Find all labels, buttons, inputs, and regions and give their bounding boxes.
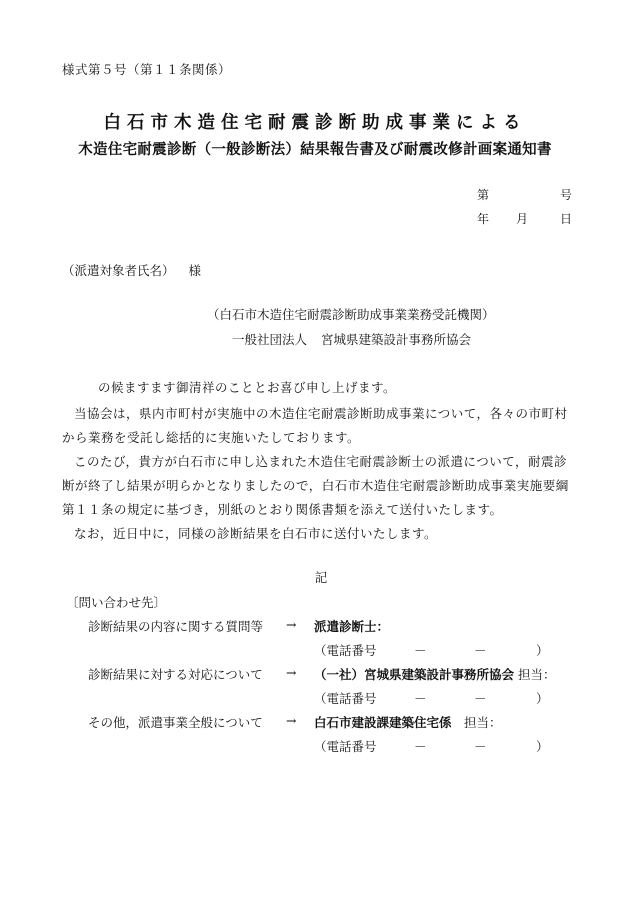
- contact-row-3-name: 白石市建設課建築住宅係: [314, 715, 452, 730]
- sender-organization: （白石市木造住宅耐震診断助成事業業務受託機関）: [207, 307, 495, 322]
- tel-dash: －: [474, 643, 487, 658]
- sender-corp-type: 一般社団法人: [232, 332, 308, 347]
- contact-row-2-value: [314, 665, 556, 683]
- arrow-icon: →: [286, 617, 297, 632]
- document-title-line1: 白石市木造住宅耐震診断助成事業による: [103, 113, 527, 133]
- sender-name: 宮城県建築設計事務所協会: [321, 332, 472, 347]
- date-month: 月: [516, 212, 529, 226]
- date-day: 日: [560, 212, 573, 226]
- contact-row-1-tel: [314, 641, 554, 659]
- doc-number-suffix: 号: [560, 188, 573, 202]
- date-year: 年: [477, 212, 490, 226]
- contact-row-1-value: [314, 617, 389, 635]
- tel-label: （電話番号: [314, 691, 377, 706]
- body-paragraph-3-line1: このたび，貴方が白石市に申し込まれた木造住宅耐震診断士の派遣について，耐震診: [74, 454, 568, 469]
- body-paragraph-3-line2: 断が終了し結果が明らかとなりましたので，白石市木造住宅耐震診断助成事業実施要綱: [62, 478, 569, 493]
- tel-close: ）: [536, 691, 549, 706]
- tel-dash: －: [414, 691, 427, 706]
- tel-dash: －: [414, 739, 427, 754]
- body-paragraph-greeting: の候ますます御清祥のこととお喜び申し上げます。: [98, 380, 397, 395]
- body-paragraph-2-line2: から業務を受託し総括的に実施いたしております。: [62, 430, 361, 445]
- contact-row-1-label: 診断結果の内容に関する質問等: [88, 619, 264, 634]
- tel-label: （電話番号: [314, 643, 377, 658]
- body-paragraph-4: なお，近日中に，同様の診断結果を白石市に送付いたします。: [74, 526, 438, 541]
- contact-row-3-value: [314, 713, 502, 731]
- contact-row-3-suffix: 担当：: [464, 715, 502, 730]
- contact-row-2-label: 診断結果に対する対応について: [88, 667, 263, 682]
- body-paragraph-3-line3: 第１１条の規定に基づき，別紙のとおり関係書類を添えて送付いたします。: [62, 502, 503, 517]
- contact-row-1-name: 派遣診断士：: [314, 619, 390, 634]
- tel-dash: －: [474, 691, 487, 706]
- contact-row-3-label: その他，派遣事業全般について: [88, 715, 263, 730]
- tel-close: ）: [536, 643, 549, 658]
- tel-dash: －: [474, 739, 487, 754]
- arrow-icon: →: [286, 665, 297, 680]
- contact-row-2-suffix: 担当：: [518, 667, 556, 682]
- recipient-honorific: 様: [188, 263, 202, 278]
- tel-close: ）: [536, 739, 549, 754]
- form-number: 様式第５号（第１１条関係）: [62, 62, 232, 77]
- tel-dash: －: [414, 643, 427, 658]
- body-paragraph-2-line1: 当協会は，県内市町村が実施中の木造住宅耐震診断助成事業について，各々の市町村: [74, 406, 568, 421]
- document-title-line2: 木造住宅耐震診断（一般診断法）結果報告書及び耐震改修計画案通知書: [78, 141, 552, 158]
- recipient-name: （派遣対象者氏名）: [62, 263, 175, 278]
- recipient: [62, 261, 201, 279]
- doc-number-prefix: 第: [477, 188, 490, 202]
- tel-label: （電話番号: [314, 739, 377, 754]
- contact-row-3-tel: [314, 737, 554, 755]
- ki-heading: 記: [314, 570, 328, 585]
- contact-row-2-name: （一社）宮城県建築設計事務所協会: [314, 667, 515, 682]
- arrow-icon: →: [286, 713, 297, 728]
- contact-row-2-tel: [314, 689, 554, 707]
- sender: [232, 330, 471, 348]
- contact-heading: 〔問い合わせ先〕: [66, 595, 167, 610]
